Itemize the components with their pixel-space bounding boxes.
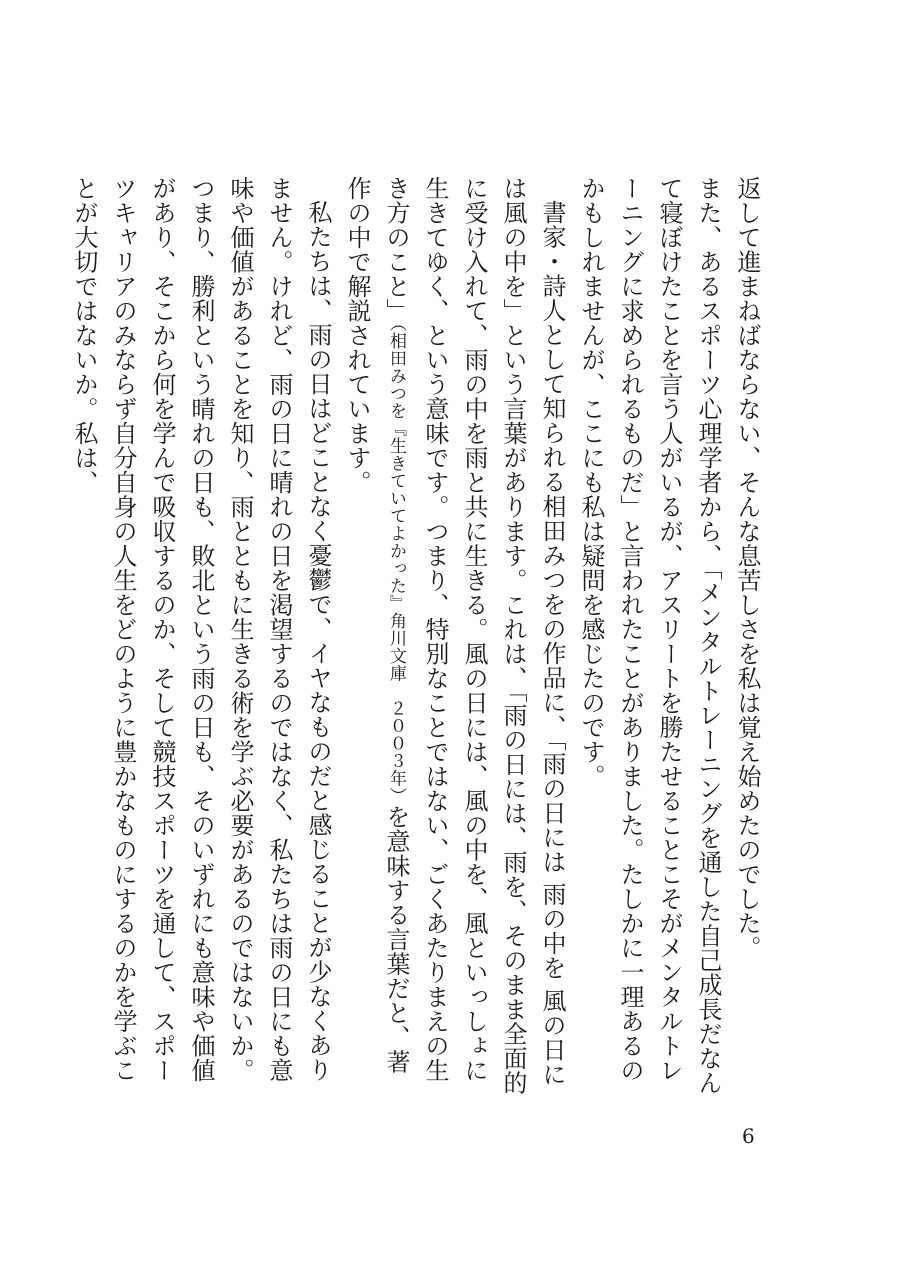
paragraph-3-main: 書家・詩人として知られる相田みつをの作品に、「雨の日には 雨の中を 風の日には風の中を」という言葉があります。これは、「雨の日には、雨を、そのまま全面的に受け入れて、雨の中を雨と共に生きる。風の日には、風の中を、風といっしょに生きてゆく、という意味です。つまり、特別なことではない、ごくあたりまえの生き方のこと」 bbox=[382, 176, 566, 1095]
paragraph-3-tail: を意味する言葉だと、著作の中で解説されています。 bbox=[343, 176, 410, 1074]
paragraph-2: また、あるスポーツ心理学者から、「メンタルトレーニングを通した自己成長だなんて寝ぼけたことを言う人がいるが、アスリートを勝たせることこそがメンタルトレーニングに求められるものだ」と言われたことがありました。たしかに一理あるのかもしれませんが、ここにも私は疑問を感じたのです。 bbox=[577, 176, 722, 1095]
paragraph-1: 返して進まねばならない、そんな息苦しさを私は覚え始めたのでした。 bbox=[733, 176, 761, 960]
paragraph-4: 私たちは、雨の日はどことなく憂鬱で、イヤなものだと感じることが少なくありません。けれど、雨の日に晴れの日を渇望するのではなく、私たちは雨の日にも意味や価値があることを知り、雨とともに生きる術を学ぶ必要があるのではないか。つまり、勝利という晴れの日も、敗北という雨の日も、そのいずれにも意味や価値があり、そこから何を学んで吸収するのか、そして競技スポーツを通して、スポーツキャリアのみならず自分自身の人生をどのように豊かなものにするのかを学ぶことが大切ではないか。私は、 bbox=[70, 176, 332, 1083]
page-number: 6 bbox=[742, 1124, 755, 1148]
body-text bbox=[70, 176, 766, 1096]
citation: （相田みつを『生きていてよかった』角川文庫 ２００３年） bbox=[386, 323, 406, 805]
paragraph-3 bbox=[337, 176, 571, 1096]
